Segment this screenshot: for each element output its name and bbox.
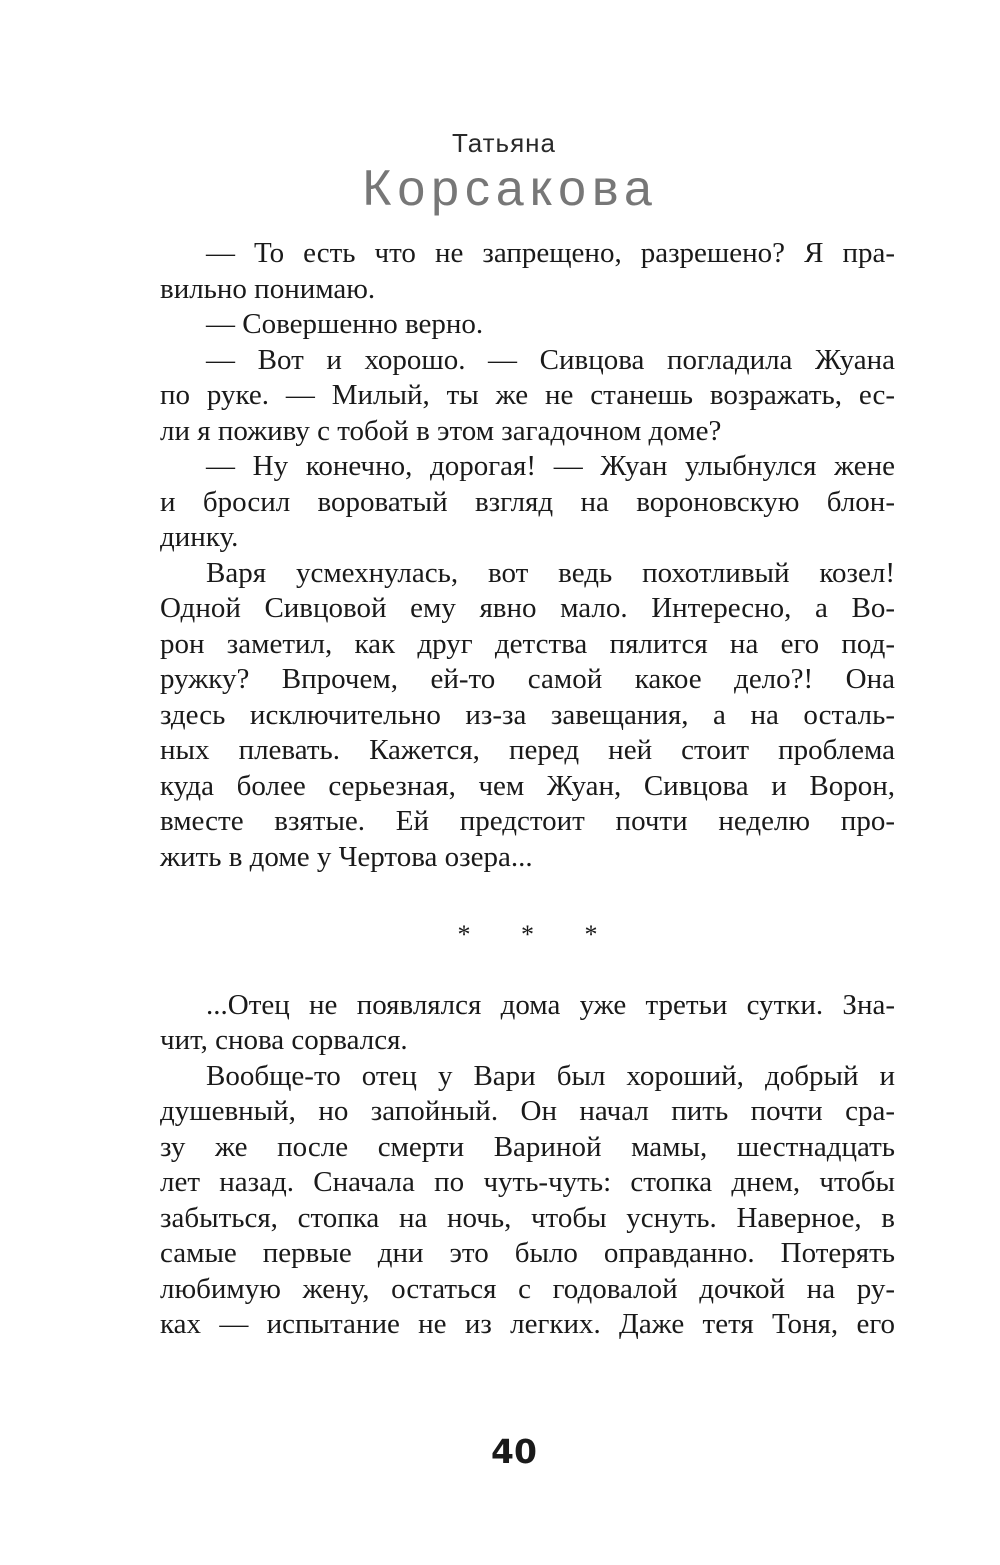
text-line: ружку? Впрочем, ей-то самой какое дело?! Она xyxy=(160,663,895,695)
text-line: душевный, но запойный. Он начал пить почти сра- xyxy=(160,1095,895,1127)
text-line: Варя усмехнулась, вот ведь похотливый козел! xyxy=(206,556,895,589)
text-line: рон заметил, как друг детства пялится на его под- xyxy=(160,627,895,660)
text-line: — Ну конечно, дорогая! — Жуан улыбнулся жене xyxy=(206,450,895,482)
body-text xyxy=(160,236,895,1343)
author-last-name: Корсакова xyxy=(362,160,658,216)
text-line: ках — испытание не из легких. Даже тетя Тоня, его xyxy=(160,1308,895,1340)
text-line: здесь исключительно из-за завещания, а на осталь- xyxy=(160,698,895,731)
text-line: куда более серьезная, чем Жуан, Сивцова и Ворон, xyxy=(160,769,895,802)
text-line: лет назад. Сначала по чуть-чуть: стопка днем, чтобы xyxy=(160,1166,895,1198)
section-gap xyxy=(160,875,895,911)
section-break: * * * xyxy=(457,919,620,949)
text-line: вместе взятые. Ей предстоит почти неделю про- xyxy=(160,805,895,837)
text-line: чит, снова сорвался. xyxy=(160,1024,408,1056)
text-line: динку. xyxy=(160,521,239,553)
text-line: любимую жену, остаться с годовалой дочкой на ру- xyxy=(160,1272,895,1305)
text-line: — То есть что не запрещено, разрешено? Я пра- xyxy=(206,237,895,269)
section-gap xyxy=(160,952,895,988)
text-line: ных плевать. Кажется, перед ней стоит проблема xyxy=(160,734,895,766)
text-line: самые первые дни это было оправданно. Потерять xyxy=(160,1237,895,1269)
text-line: вильно понимаю. xyxy=(160,272,376,305)
text-line: ...Отец не появлялся дома уже третьи сутки. Зна- xyxy=(206,988,895,1021)
text-line: — Вот и хорошо. — Сивцова погладила Жуана xyxy=(206,343,895,376)
text-line: забыться, стопка на ночь, чтобы уснуть. Наверное, в xyxy=(160,1201,895,1234)
page-number: 40 xyxy=(491,1432,537,1471)
text-line: жить в доме у Чертова озера... xyxy=(160,840,533,873)
running-header xyxy=(0,128,1000,216)
text-line: — Совершенно верно. xyxy=(206,308,484,340)
text-line: Одной Сивцовой ему явно мало. Интересно, а Во- xyxy=(160,592,895,624)
author-first-name: Татьяна xyxy=(452,128,556,158)
text-line: Вообще-то отец у Вари был хороший, добрый и xyxy=(206,1059,895,1092)
text-line: и бросил вороватый взгляд на вороновскую блон- xyxy=(160,485,895,518)
text-line: по руке. — Милый, ты же не станешь возражать, ес- xyxy=(160,379,895,411)
text-line: ли я поживу с тобой в этом загадочном доме? xyxy=(160,414,722,447)
text-line: зу же после смерти Вариной мамы, шестнадцать xyxy=(160,1130,895,1163)
